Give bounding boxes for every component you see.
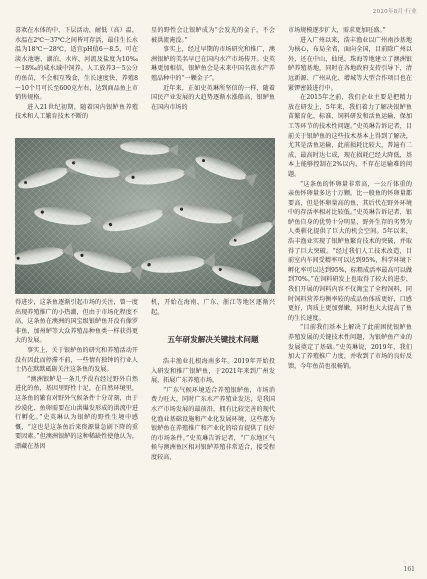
paragraph: 事实上，关于银鲈鱼的研究和养殖活动开没有因此而停滞不前，一些情有独钟的行业人士仍在默默砥砺关注这条鱼的发展。: [15, 346, 138, 374]
paragraph: 在2015年之前，我们企业主要是把精力放在研发上，5年来，我们着力了解决银鲈鱼苗繁育化、标准、饲料研发和活鱼运输、保加工等环节的技术性问题。”史英琳告诉记者，目前关于银鲈鱼的这些技术基本上得到了解决，尤其是活鱼运输，此前损耗比较大，普遍有二成，最高时达七成，现在损耗已经大降低，基本上能够控制在2%以内，不存在运输难的问题。: [288, 94, 412, 178]
running-header: 2020年8月·行业: [372, 9, 417, 15]
paragraph: 进入21世纪初期，随着国内银鲈鱼养殖技术和人工繁育技术不断的: [15, 103, 138, 121]
column-2-after-heading: [151, 357, 275, 463]
paragraph: 机，开始在海南、广东、浙江等地区逐渐兴起。: [151, 299, 275, 316]
section-heading: 五年研发解决关键技术问题: [167, 335, 259, 344]
paragraph: “这条鱼的怀卵量非常高，一公斤体重的亲鱼怀卵量多达十万颗。比一般鱼的怀卵量都要高，但是怀卵量高的鱼，其后代在野外环境中的存活率相对比较低。”史英琳告诉记者，银鲈鱼自身的优势十分明显，野外生存的劣势为人类驯化提供了巨大的机会空间。5年以来，浩丰渔业实现了银鲈鱼繁育技术的突破，并取得了巨大突破。“经过我们人工技术改造，目前室内车间受精率可以达到95%，科学环境下孵化率可以达到95%，标粗成活率最高可以做到70%。”在饲料研发上也取得了较大的进步，我们开展的饲料内容不仅淘宝了全程饲料，同时饲料营养均衡率较的成品鱼体质更好，口感更好，肉质上更加弹嫩，同时也大大提高了鱼的生长速度。: [288, 180, 412, 322]
column-2-top: [151, 26, 275, 112]
paragraph: “澳洲银鲈是一条几乎没有经过野外自然进化的鱼，基因里野性十足，在自然环境里，这条鱼的繁育对野外气候条件十分苛刻，由于沙漠化、鱼卵需要在山洪爆发形成的洪流中进行孵化。”史英琳认为银鲈的野性生境中感慨，“这也是这条鱼后来资源量急剧下降的重要因素。”但澳洲银鲈的这种稀缺性使他认为，漂藏在基因: [15, 375, 138, 450]
paragraph: 事实上，经过早期的市场研究和推广，澳洲银鲈的美名早已在国内水产市场传开。史英琳更加相信，银鲈鱼会是未来中国名贵水产养殖品种中的“一颗金子”。: [151, 46, 275, 82]
paragraph: 星的野性会让银鲈成为“会发光的金子，不会被洪流淹没。”: [151, 27, 275, 44]
fish-photo: [15, 138, 275, 294]
paragraph: “目前我们基本上解决了此前困扰银鲈鱼养殖发展的关键技术性问题，为银鲈鱼产业的发展奠定了基础。”史英琳说，2019年，我们加大了养殖推广力度，并收到了市场的良好反馈，今年鱼苗也很畅销。: [288, 324, 412, 370]
column-1-bottom: [15, 298, 138, 452]
paragraph: 得进步，这条鱼逐渐引起市场的关注，曾一度出现养殖推广的小热潮，但由于市场化程度不高，这条鱼在澳洲的国宝级银鲈鱼开没有像罗非鱼、加州鲈等大众养殖品种鱼类一样获得更大的发展。: [15, 299, 138, 345]
paragraph: “广东气候环境适合养殖银鲈鱼，市场消费力旺大，同时广东水产养殖业发达，是我国水产市场发展的最前沿，拥有比较完善的现代化渔业基础设施和产业化发展环境，这些都为银鲈鱼在养殖推广和产业化的培育提供了良好的市场条件。”史英琳告诉记者，“广东地区气候与澳洲鱼区相对银鲈养殖非常适合，接受程度较高，: [151, 386, 275, 461]
paragraph: 进入广州以来，浩丰渔业以广州南沙基地为核心，布局全省，面向全国，目前除广州以外，还在中山、仙尾、珠海等地建立了澳洲银鲈养殖基地，同时在各地政府支持引导下，清远新源、广州从化、增城等大型合作项目也在紧锣密鼓进行中。: [288, 36, 412, 92]
page-number: 161: [403, 566, 415, 573]
paragraph: 近年来，正如史英琳所坚信的一样，随着国民产业发展的大趋势逐渐水涨船高，银鲈鱼在国内市场的: [151, 84, 275, 111]
paragraph: 喜欢在水体的中、下层活动，耐低（高）温，水温在2℃～37℃之间皆可存活，最佳生长水温为18℃～28℃，适宜pH值6～8.5，可在淡水池塘、湖泊、水库、河流及盐度为10‰～18‰的咸水域中饲养。人工放养3～5公分的鱼苗，不会相互残食，生长速度快，养殖8～10个月可长至600克左右，达到商品鱼上市销售规格。: [15, 27, 138, 102]
column-1-top: [15, 26, 138, 122]
column-2-bottom: [151, 298, 275, 317]
column-3: [288, 26, 412, 371]
paragraph: 市场规模逐步扩大，需求更加旺盛。”: [288, 27, 386, 34]
paragraph: 浩丰渔业扎根海南多年。2019年开始投入研发和推广银鲈鱼，于2021年来到广州发展，拓展广东养殖市场。: [151, 358, 275, 385]
